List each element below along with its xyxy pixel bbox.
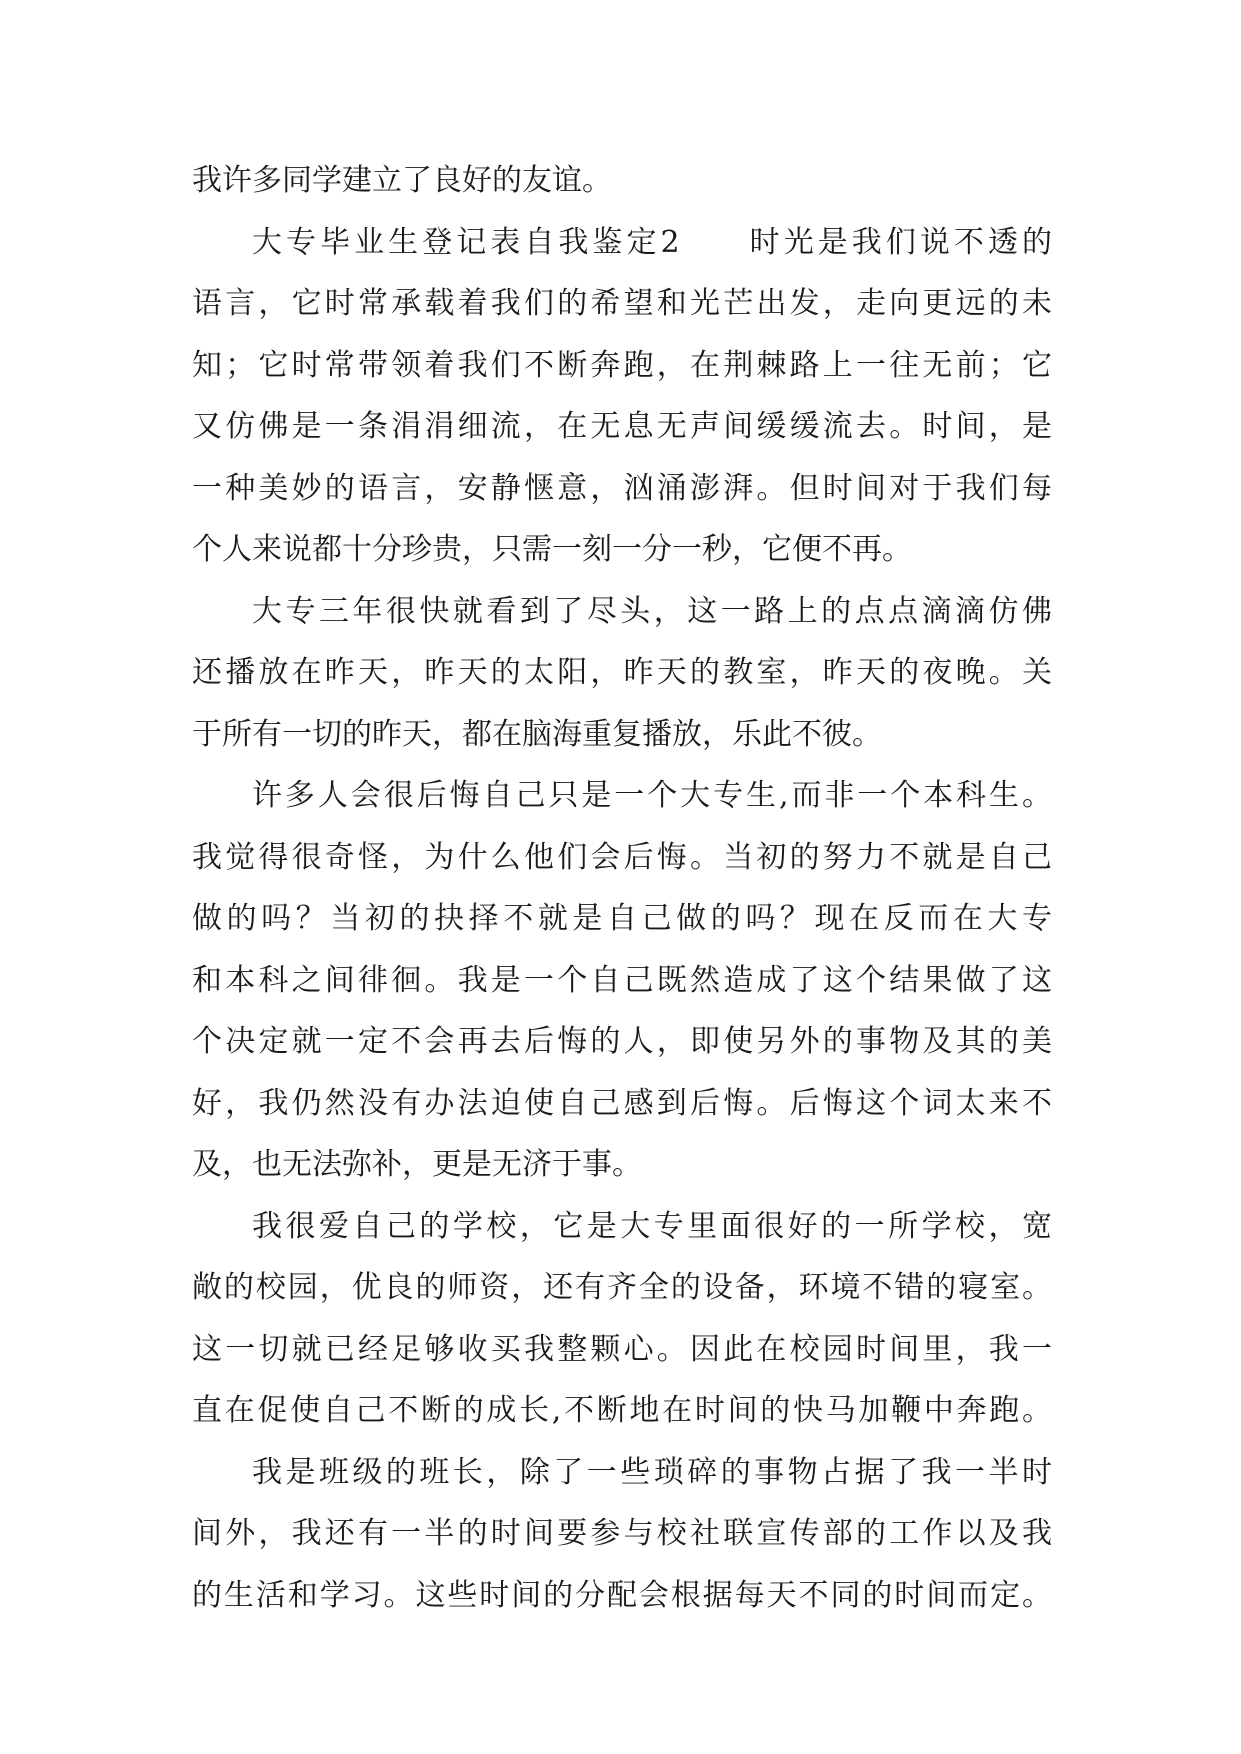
text-line: 个人来说都十分珍贵，只需一刻一分一秒，它便不再。: [192, 532, 912, 567]
text-line: 知；它时常带领着我们不断奔跑，在荆棘路上一往无前；它: [192, 347, 1052, 383]
text-line: 敞的校园，优良的师资，还有齐全的设备，环境不错的寝室。: [192, 1270, 1052, 1305]
text-span: 时光是我们说不透的: [745, 224, 1052, 260]
text-line: 我觉得很奇怪，为什么他们会后悔。当初的努力不就是自己: [192, 839, 1052, 875]
text-line: 我很爱自己的学校，它是大专里面很好的一所学校，宽: [252, 1208, 1052, 1244]
text-line: 一种美妙的语言，安静惬意，汹涌澎湃。但时间对于我们每: [192, 470, 1052, 506]
text-line: 又仿佛是一条涓涓细流，在无息无声间缓缓流去。时间，是: [192, 409, 1052, 444]
text-line: 还播放在昨天，昨天的太阳，昨天的教室，昨天的夜晚。关: [192, 655, 1052, 690]
text-line: 于所有一切的昨天，都在脑海重复播放，乐此不彼。: [192, 716, 882, 752]
text-line: 语言，它时常承载着我们的希望和光芒出发，走向更远的未: [192, 286, 1052, 321]
text-line: 做的吗？当初的抉择不就是自己做的吗？现在反而在大专: [192, 901, 1052, 936]
section-heading: 大专毕业生登记表自我鉴定2: [252, 224, 680, 260]
text-line: 大专三年很快就看到了尽头，这一路上的点点滴滴仿佛: [252, 593, 1052, 629]
text-line: 及，也无法弥补，更是无济于事。: [192, 1147, 642, 1182]
text-line: 和本科之间徘徊。我是一个自己既然造成了这个结果做了这: [192, 962, 1052, 998]
text-line: 我是班级的班长，除了一些琐碎的事物占据了我一半时: [252, 1454, 1052, 1490]
text-line: [192, 212, 1052, 274]
document-body: [192, 150, 1052, 1626]
text-line: 许多人会很后悔自己只是一个大专生,而非一个本科生。: [252, 778, 1052, 813]
text-line: 的生活和学习。这些时间的分配会根据每天不同的时间而定。: [192, 1577, 1052, 1613]
text-line: 好，我仍然没有办法迫使自己感到后悔。后悔这个词太来不: [192, 1085, 1052, 1121]
text-line: 间外，我还有一半的时间要参与校社联宣传部的工作以及我: [192, 1516, 1052, 1551]
text-line: 个决定就一定不会再去后悔的人，即使另外的事物及其的美: [192, 1024, 1052, 1059]
text-line: 这一切就已经足够收买我整颗心。因此在校园时间里，我一: [192, 1331, 1052, 1367]
text-line: 直在促使自己不断的成长,不断地在时间的快马加鞭中奔跑。: [192, 1393, 1052, 1428]
text-line: 我许多同学建立了良好的友谊。: [192, 163, 612, 198]
